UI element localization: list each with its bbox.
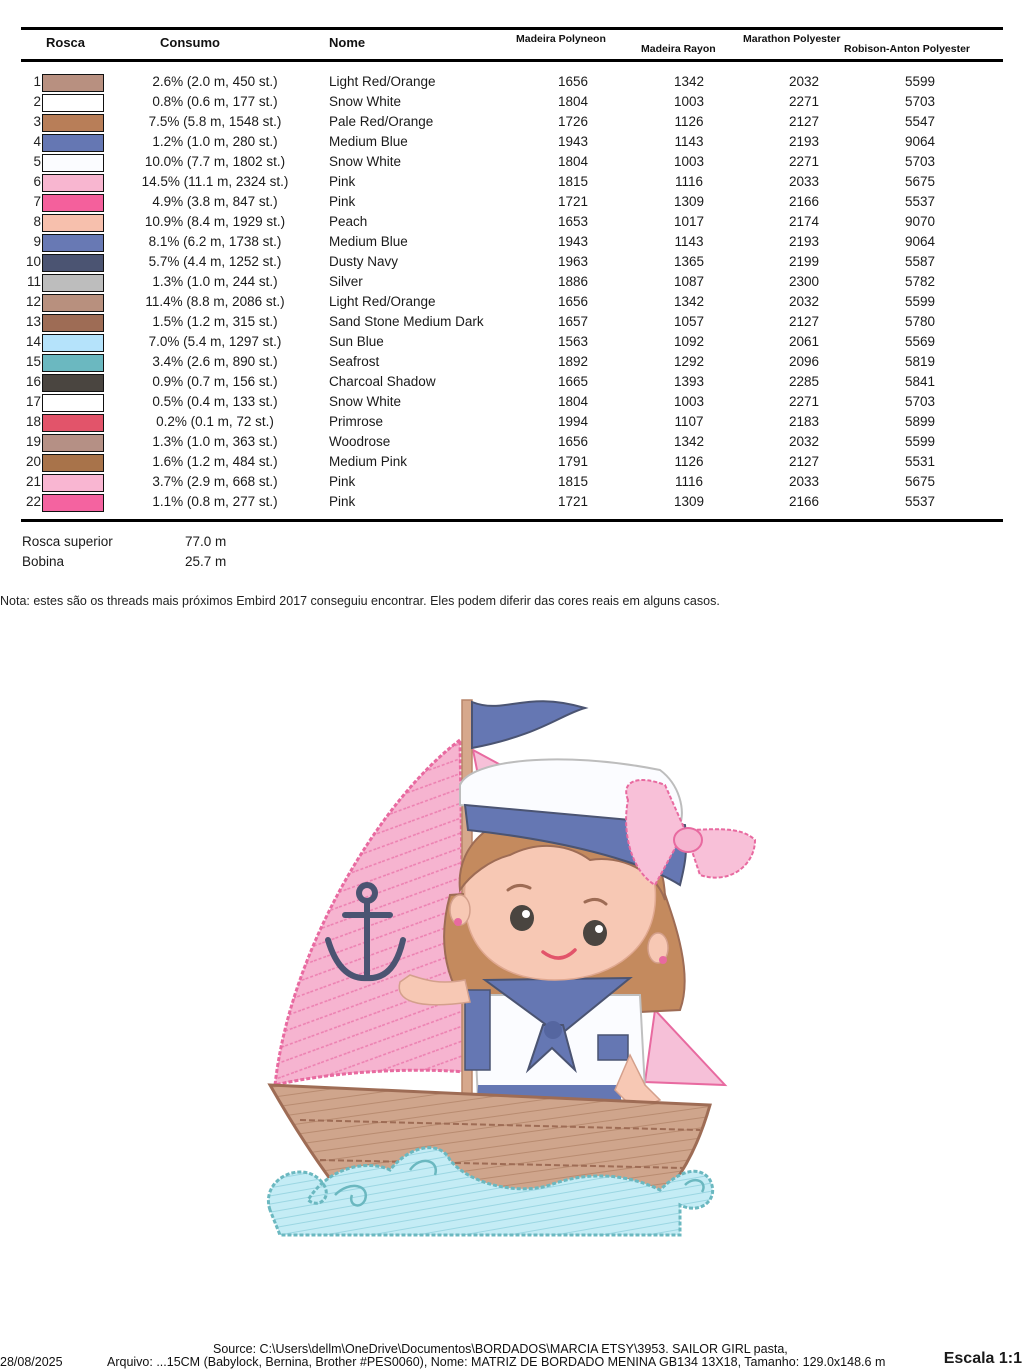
marathon-polyester-code: 2096 — [788, 354, 820, 369]
madeira-polyneon-code: 1943 — [557, 134, 589, 149]
thread-consumption: 7.5% (5.8 m, 1548 st.) — [148, 114, 282, 129]
robison-anton-polyester-code: 5819 — [904, 354, 936, 369]
color-swatch — [42, 74, 104, 92]
thread-consumption: 0.5% (0.4 m, 133 st.) — [152, 394, 278, 409]
thread-name: Primrose — [329, 414, 384, 429]
thread-name: Silver — [329, 274, 363, 289]
thread-row — [0, 212, 1024, 232]
thread-row — [0, 352, 1024, 372]
robison-anton-polyester-code: 5531 — [904, 454, 936, 469]
thread-table — [0, 72, 1024, 512]
thread-consumption: 0.9% (0.7 m, 156 st.) — [152, 374, 278, 389]
madeira-rayon-code: 1003 — [673, 154, 705, 169]
header-consumo: Consumo — [160, 35, 220, 50]
header-madeira-polyneon: Madeira Polyneon — [516, 33, 606, 45]
robison-anton-polyester-code: 5841 — [904, 374, 936, 389]
madeira-rayon-code: 1087 — [673, 274, 705, 289]
robison-anton-polyester-code: 5675 — [904, 474, 936, 489]
madeira-polyneon-code: 1721 — [557, 494, 589, 509]
color-swatch — [42, 314, 104, 332]
marathon-polyester-code: 2127 — [788, 314, 820, 329]
color-swatch — [42, 114, 104, 132]
thread-row — [0, 192, 1024, 212]
hair-bow — [626, 780, 755, 885]
robison-anton-polyester-code: 5675 — [904, 174, 936, 189]
header-madeira-rayon: Madeira Rayon — [641, 43, 716, 55]
thread-row — [0, 112, 1024, 132]
thread-name: Sun Blue — [329, 334, 384, 349]
thread-number: 6 — [33, 174, 41, 189]
thread-row — [0, 392, 1024, 412]
madeira-polyneon-code: 1791 — [557, 454, 589, 469]
madeira-rayon-code: 1107 — [674, 414, 704, 429]
header-marathon-polyester: Marathon Polyester — [743, 33, 841, 45]
marathon-polyester-code: 2032 — [788, 294, 820, 309]
thread-number: 8 — [33, 214, 41, 229]
thread-name: Medium Blue — [329, 234, 408, 249]
thread-note: Nota: estes são os threads mais próximos Embird 2017 conseguiu encontrar. Eles podem diferir das cores reais em alguns casos. — [0, 594, 720, 608]
thread-name: Peach — [329, 214, 368, 229]
marathon-polyester-code: 2032 — [788, 74, 820, 89]
madeira-rayon-code: 1342 — [673, 294, 705, 309]
thread-row — [0, 172, 1024, 192]
madeira-polyneon-code: 1815 — [557, 174, 589, 189]
header-rosca: Rosca — [46, 35, 86, 50]
madeira-polyneon-code: 1665 — [557, 374, 589, 389]
robison-anton-polyester-code: 5537 — [904, 494, 936, 509]
thread-row — [0, 152, 1024, 172]
thread-number: 2 — [33, 94, 41, 109]
footer-date: 28/08/2025 — [0, 1355, 63, 1369]
madeira-polyneon-code: 1804 — [557, 94, 589, 109]
robison-anton-polyester-code: 5547 — [904, 114, 936, 129]
marathon-polyester-code: 2300 — [788, 274, 820, 289]
thread-consumption: 1.6% (1.2 m, 484 st.) — [152, 454, 278, 469]
thread-number: 21 — [25, 474, 41, 489]
color-swatch — [42, 94, 104, 112]
thread-row — [0, 92, 1024, 112]
color-swatch — [42, 414, 104, 432]
madeira-polyneon-code: 1657 — [557, 314, 589, 329]
robison-anton-polyester-code: 5703 — [904, 394, 936, 409]
color-swatch — [42, 134, 104, 152]
madeira-rayon-code: 1309 — [673, 194, 705, 209]
thread-name: Snow White — [329, 154, 402, 169]
robison-anton-polyester-code: 5899 — [904, 414, 936, 429]
marathon-polyester-code: 2271 — [788, 94, 820, 109]
marathon-polyester-code: 2127 — [788, 114, 820, 129]
robison-anton-polyester-code: 5703 — [904, 154, 936, 169]
madeira-polyneon-code: 1721 — [557, 194, 589, 209]
thread-row — [0, 312, 1024, 332]
flag — [472, 701, 585, 748]
madeira-rayon-code: 1116 — [674, 174, 704, 189]
madeira-polyneon-code: 1653 — [557, 214, 589, 229]
thread-number: 16 — [25, 374, 41, 389]
madeira-polyneon-code: 1804 — [557, 154, 589, 169]
madeira-rayon-code: 1057 — [673, 314, 705, 329]
robison-anton-polyester-code: 9064 — [904, 234, 936, 249]
madeira-rayon-code: 1342 — [673, 74, 705, 89]
color-swatch — [42, 274, 104, 292]
thread-row — [0, 372, 1024, 392]
marathon-polyester-code: 2166 — [788, 194, 820, 209]
thread-consumption: 3.7% (2.9 m, 668 st.) — [152, 474, 278, 489]
color-swatch — [42, 454, 104, 472]
marathon-polyester-code: 2193 — [788, 134, 820, 149]
madeira-rayon-code: 1342 — [673, 434, 705, 449]
thread-consumption: 1.5% (1.2 m, 315 st.) — [152, 314, 278, 329]
footer-file-info: Arquivo: ...15CM (Babylock, Bernina, Brother #PES0060), Nome: MATRIZ DE BORDADO MENINA GB134 13X18, Tamanho: 129.0x148.6 m — [107, 1355, 886, 1369]
robison-anton-polyester-code: 5599 — [904, 74, 936, 89]
thread-number: 1 — [33, 74, 41, 89]
thread-row — [0, 432, 1024, 452]
thread-consumption: 2.6% (2.0 m, 450 st.) — [152, 74, 278, 89]
thread-consumption: 4.9% (3.8 m, 847 st.) — [152, 194, 278, 209]
marathon-polyester-code: 2174 — [788, 214, 820, 229]
marathon-polyester-code: 2193 — [788, 234, 820, 249]
madeira-polyneon-code: 1886 — [557, 274, 589, 289]
thread-name: Pink — [329, 494, 356, 509]
thread-consumption: 1.1% (0.8 m, 277 st.) — [152, 494, 278, 509]
marathon-polyester-code: 2127 — [788, 454, 820, 469]
thread-consumption: 0.8% (0.6 m, 177 st.) — [152, 94, 278, 109]
color-swatch — [42, 174, 104, 192]
madeira-rayon-code: 1393 — [673, 374, 705, 389]
madeira-rayon-code: 1116 — [674, 474, 704, 489]
thread-consumption: 14.5% (11.1 m, 2324 st.) — [141, 174, 289, 189]
thread-row — [0, 292, 1024, 312]
thread-number: 15 — [25, 354, 41, 369]
thread-number: 5 — [33, 154, 41, 169]
madeira-polyneon-code: 1892 — [557, 354, 589, 369]
marathon-polyester-code: 2032 — [788, 434, 820, 449]
madeira-rayon-code: 1143 — [674, 234, 704, 249]
thread-name: Seafrost — [329, 354, 380, 369]
color-swatch — [42, 214, 104, 232]
color-swatch — [42, 374, 104, 392]
thread-name: Dusty Navy — [329, 254, 399, 269]
marathon-polyester-code: 2061 — [788, 334, 820, 349]
madeira-polyneon-code: 1656 — [557, 294, 589, 309]
madeira-polyneon-code: 1726 — [557, 114, 589, 129]
thread-name: Pale Red/Orange — [329, 114, 434, 129]
marathon-polyester-code: 2271 — [788, 154, 820, 169]
marathon-polyester-code: 2199 — [788, 254, 820, 269]
marathon-polyester-code: 2033 — [788, 174, 820, 189]
madeira-rayon-code: 1292 — [673, 354, 705, 369]
robison-anton-polyester-code: 5569 — [904, 334, 936, 349]
thread-consumption: 10.0% (7.7 m, 1802 st.) — [144, 154, 286, 169]
robison-anton-polyester-code: 5782 — [904, 274, 936, 289]
robison-anton-polyester-code: 9070 — [904, 214, 936, 229]
thread-consumption: 1.2% (1.0 m, 280 st.) — [152, 134, 278, 149]
thread-number: 22 — [25, 494, 41, 509]
robison-anton-polyester-code: 5537 — [904, 194, 936, 209]
marathon-polyester-code: 2166 — [788, 494, 820, 509]
right-eye — [583, 920, 607, 946]
thread-consumption: 11.4% (8.8 m, 2086 st.) — [145, 294, 285, 309]
thread-name: Woodrose — [329, 434, 391, 449]
madeira-rayon-code: 1126 — [674, 454, 704, 469]
thread-name: Pink — [329, 474, 356, 489]
embroidery-design-preview — [260, 690, 760, 1240]
color-swatch — [42, 194, 104, 212]
thread-name: Charcoal Shadow — [329, 374, 436, 389]
thread-number: 4 — [33, 134, 41, 149]
thread-name: Light Red/Orange — [329, 74, 436, 89]
thread-consumption: 1.3% (1.0 m, 244 st.) — [152, 274, 278, 289]
bobina-label: Bobina — [22, 554, 65, 569]
madeira-polyneon-code: 1563 — [557, 334, 589, 349]
thread-number: 9 — [33, 234, 41, 249]
thread-name: Medium Pink — [329, 454, 408, 469]
madeira-polyneon-code: 1815 — [557, 474, 589, 489]
madeira-polyneon-code: 1994 — [557, 414, 589, 429]
rosca-superior-value: 77.0 m — [185, 534, 227, 549]
madeira-rayon-code: 1003 — [673, 394, 705, 409]
robison-anton-polyester-code: 5599 — [904, 294, 936, 309]
color-swatch — [42, 434, 104, 452]
thread-number: 11 — [26, 274, 41, 289]
thread-number: 10 — [25, 254, 41, 269]
thread-consumption: 5.7% (4.4 m, 1252 st.) — [148, 254, 282, 269]
thread-row — [0, 72, 1024, 92]
robison-anton-polyester-code: 5599 — [904, 434, 936, 449]
table-top-rule — [21, 27, 1003, 30]
left-eye — [510, 905, 534, 931]
madeira-polyneon-code: 1943 — [557, 234, 589, 249]
thread-number: 7 — [33, 194, 41, 209]
thread-number: 12 — [25, 294, 41, 309]
marathon-polyester-code: 2271 — [788, 394, 820, 409]
thread-row — [0, 472, 1024, 492]
marathon-polyester-code: 2033 — [788, 474, 820, 489]
color-swatch — [42, 394, 104, 412]
madeira-rayon-code: 1365 — [673, 254, 705, 269]
robison-anton-polyester-code: 5703 — [904, 94, 936, 109]
thread-consumption: 3.4% (2.6 m, 890 st.) — [152, 354, 278, 369]
color-swatch — [42, 234, 104, 252]
thread-name: Sand Stone Medium Dark — [329, 314, 484, 329]
madeira-rayon-code: 1092 — [673, 334, 705, 349]
marathon-polyester-code: 2183 — [788, 414, 820, 429]
thread-name: Light Red/Orange — [329, 294, 436, 309]
thread-row — [0, 232, 1024, 252]
thread-row — [0, 412, 1024, 432]
color-swatch — [42, 494, 104, 512]
madeira-polyneon-code: 1963 — [557, 254, 589, 269]
thread-consumption: 0.2% (0.1 m, 72 st.) — [156, 414, 274, 429]
thread-consumption: 1.3% (1.0 m, 363 st.) — [152, 434, 278, 449]
thread-number: 18 — [25, 414, 41, 429]
madeira-polyneon-code: 1804 — [557, 394, 589, 409]
thread-row — [0, 332, 1024, 352]
thread-number: 20 — [25, 454, 41, 469]
color-swatch — [42, 474, 104, 492]
thread-row — [0, 492, 1024, 512]
bobina-value: 25.7 m — [185, 554, 227, 569]
thread-row — [0, 272, 1024, 292]
madeira-rayon-code: 1003 — [673, 94, 705, 109]
thread-number: 14 — [25, 334, 41, 349]
madeira-rayon-code: 1309 — [673, 494, 705, 509]
thread-consumption: 7.0% (5.4 m, 1297 st.) — [148, 334, 282, 349]
robison-anton-polyester-code: 9064 — [904, 134, 936, 149]
thread-row — [0, 252, 1024, 272]
marathon-polyester-code: 2285 — [788, 374, 820, 389]
thread-number: 19 — [25, 434, 41, 449]
color-swatch — [42, 254, 104, 272]
thread-name: Pink — [329, 194, 356, 209]
table-bottom-rule — [21, 519, 1003, 522]
table-header-rule — [21, 59, 1003, 62]
thread-consumption: 8.1% (6.2 m, 1738 st.) — [148, 234, 282, 249]
madeira-polyneon-code: 1656 — [557, 434, 589, 449]
robison-anton-polyester-code: 5780 — [904, 314, 936, 329]
color-swatch — [42, 154, 104, 172]
thread-number: 17 — [25, 394, 41, 409]
footer-source-path: Source: C:\Users\dellm\OneDrive\Documentos\BORDADOS\MARCIA ETSY\3953. SAILOR GIRL pasta, — [213, 1342, 788, 1356]
thread-name: Pink — [329, 174, 356, 189]
madeira-rayon-code: 1143 — [674, 134, 704, 149]
rosca-superior-label: Rosca superior — [22, 534, 113, 549]
thread-row — [0, 452, 1024, 472]
madeira-polyneon-code: 1656 — [557, 74, 589, 89]
color-swatch — [42, 334, 104, 352]
thread-row — [0, 132, 1024, 152]
header-nome: Nome — [329, 35, 366, 50]
robison-anton-polyester-code: 5587 — [904, 254, 936, 269]
thread-name: Snow White — [329, 94, 402, 109]
thread-name: Medium Blue — [329, 134, 408, 149]
madeira-rayon-code: 1126 — [674, 114, 704, 129]
color-swatch — [42, 294, 104, 312]
header-robison-anton-polyester: Robison-Anton Polyester — [844, 43, 971, 55]
madeira-rayon-code: 1017 — [673, 214, 705, 229]
scale-label: Escala 1:1 — [943, 1350, 1022, 1367]
color-swatch — [42, 354, 104, 372]
thread-number: 13 — [25, 314, 41, 329]
thread-name: Snow White — [329, 394, 402, 409]
thread-number: 3 — [33, 114, 41, 129]
thread-consumption: 10.9% (8.4 m, 1929 st.) — [144, 214, 286, 229]
